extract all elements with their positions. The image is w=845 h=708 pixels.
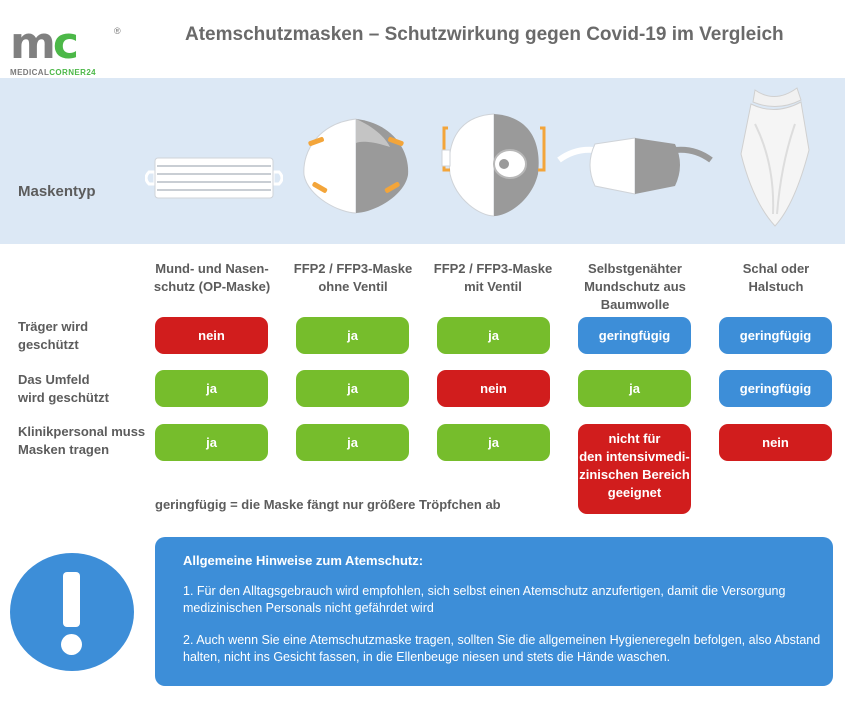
logo-c: c	[52, 18, 76, 69]
cloth-mask-icon	[555, 130, 715, 200]
row-label-wearer: Träger wird geschützt	[18, 319, 89, 352]
cell-surroundings-ffp-no-valve: ja	[296, 370, 409, 407]
ffp2-mask-without-valve-icon	[300, 115, 412, 215]
cell-clinic-cotton: nicht für den intensivmedi- zinischen Bereich geeignet	[578, 424, 691, 514]
cell-clinic-ffp-valve: ja	[437, 424, 550, 461]
col-header-scarf: Schal oder Halstuch	[742, 261, 810, 294]
medicalcorner-logo	[10, 18, 130, 78]
cell-clinic-scarf: nein	[719, 424, 832, 461]
col-header-op-mask: Mund- und Nasen- schutz (OP-Maske)	[153, 261, 271, 294]
cell-surroundings-scarf: geringfügig	[719, 370, 832, 407]
cell-wearer-ffp-valve: ja	[437, 317, 550, 354]
logo-registered: ®	[114, 26, 121, 36]
exclamation-bar	[63, 572, 80, 627]
cell-wearer-ffp-no-valve: ja	[296, 317, 409, 354]
cell-surroundings-cotton: ja	[578, 370, 691, 407]
info-heading: Allgemeine Hinweise zum Atemschutz:	[183, 553, 424, 568]
cell-clinic-ffp-no-valve: ja	[296, 424, 409, 461]
cell-surroundings-op: ja	[155, 370, 268, 407]
cell-surroundings-ffp-valve: nein	[437, 370, 550, 407]
cell-clinic-op: ja	[155, 424, 268, 461]
scarf-icon	[735, 84, 815, 232]
row-label-clinic: Klinikpersonal muss Masken tragen	[18, 424, 146, 457]
info-paragraph-1: 1. Für den Alltagsgebrauch wird empfohlen, sich selbst einen Atemschutz anzufertigen, damit die Versorgung medizinischen Personals nicht gefährdet wird	[183, 584, 786, 615]
cell-wearer-cotton: geringfügig	[578, 317, 691, 354]
info-paragraph-2: 2. Auch wenn Sie eine Atemschutzmaske tragen, sollten Sie die allgemeinen Hygieneregeln befolgen, also Abstand halten, nicht ins Gesicht fassen, in die Ellenbeuge niesen und stets die Hände waschen.	[183, 633, 821, 664]
mask-type-label: Maskentyp	[18, 183, 96, 200]
info-box	[155, 537, 833, 686]
logo-m: m	[10, 18, 53, 69]
col-header-cotton-mask: Selbstgenähter Mundschutz aus Baumwolle	[584, 261, 686, 312]
ffp2-mask-with-valve-icon	[440, 110, 548, 222]
col-header-ffp-valve: FFP2 / FFP3-Maske mit Ventil	[433, 261, 553, 294]
row-label-surroundings: Das Umfeld wird geschützt	[18, 372, 110, 405]
legend-note: geringfügig = die Maske fängt nur größere Tröpfchen ab	[155, 497, 501, 512]
cell-wearer-op: nein	[155, 317, 268, 354]
cell-wearer-scarf: geringfügig	[719, 317, 832, 354]
surgical-mask-icon	[145, 152, 283, 204]
mask-type-band	[0, 78, 845, 244]
exclamation-dot	[61, 634, 82, 655]
logo-text	[10, 68, 96, 77]
page-title: Atemschutzmasken – Schutzwirkung gegen Covid-19 im Vergleich	[185, 24, 784, 45]
col-header-ffp-no-valve: FFP2 / FFP3-Maske ohne Ventil	[293, 261, 413, 294]
logo-mark	[10, 18, 76, 69]
logo-text-part1: MEDICAL	[10, 68, 50, 77]
logo-text-part2: CORNER24	[49, 68, 97, 77]
